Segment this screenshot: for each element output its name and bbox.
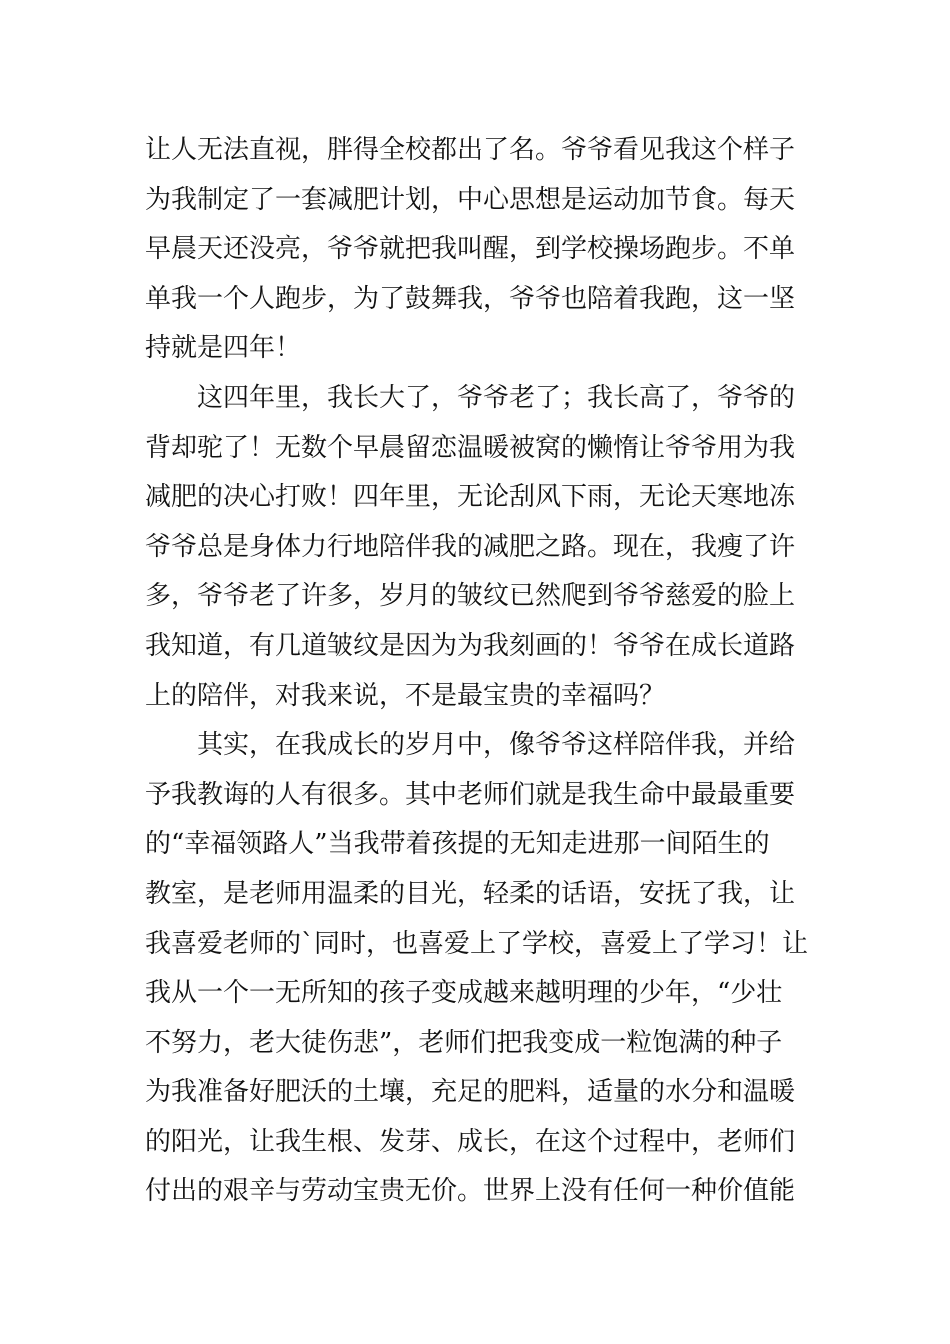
text-line: 付出的艰辛与劳动宝贵无价。世界上没有任何一种价值能: [145, 1176, 796, 1207]
paragraph-start-line: 其实，在我成长的岁月中，像爷爷这样陪伴我，并给: [197, 730, 796, 761]
text-line: 我喜爱老师的`同时，也喜爱上了学校，喜爱上了学习！让: [145, 928, 809, 959]
text-line: 早晨天还没亮，爷爷就把我叫醒，到学校操场跑步。不单: [145, 234, 796, 265]
text-line: 教室，是老师用温柔的目光，轻柔的话语，安抚了我，让: [145, 878, 796, 909]
text-line: 为我制定了一套减肥计划，中心思想是运动加节食。每天: [145, 184, 796, 215]
body-text: [145, 126, 815, 1217]
text-line: 的“幸福领路人”当我带着孩提的无知走进那一间陌生的: [145, 829, 770, 860]
text-line: 单我一个人跑步，为了鼓舞我，爷爷也陪着我跑，这一坚: [145, 283, 796, 314]
text-line: 背却驼了！无数个早晨留恋温暖被窝的懒惰让爷爷用为我: [145, 432, 796, 463]
text-line: 为我准备好肥沃的土壤，充足的肥料，适量的水分和温暖: [145, 1077, 796, 1108]
text-line: 多，爷爷老了许多，岁月的皱纹已然爬到爷爷慈爱的脸上: [145, 581, 796, 612]
text-line: 我从一个一无所知的孩子变成越来越明理的少年，“少壮: [145, 978, 783, 1009]
text-line: 持就是四年！: [145, 333, 302, 364]
text-line: 让人无法直视，胖得全校都出了名。爷爷看见我这个样子: [145, 135, 796, 165]
text-line: 予我教诲的人有很多。其中老师们就是我生命中最最重要: [145, 779, 796, 810]
paragraph-start-line: 这四年里，我长大了，爷爷老了；我长高了，爷爷的: [197, 382, 796, 413]
text-line: 我知道，有几道皱纹是因为为我刻画的！爷爷在成长道路: [145, 630, 796, 661]
text-line: 上的陪伴，对我来说，不是最宝贵的幸福吗？: [145, 680, 666, 711]
text-line: 爷爷总是身体力行地陪伴我的减肥之路。现在，我瘦了许: [145, 531, 796, 562]
text-line: 的阳光，让我生根、发芽、成长，在这个过程中，老师们: [145, 1126, 796, 1157]
text-line: 不努力，老大徒伤悲”，老师们把我变成一粒饱满的种子: [145, 1027, 783, 1058]
text-line: 减肥的决心打败！四年里，无论刮风下雨，无论天寒地冻: [145, 482, 796, 513]
